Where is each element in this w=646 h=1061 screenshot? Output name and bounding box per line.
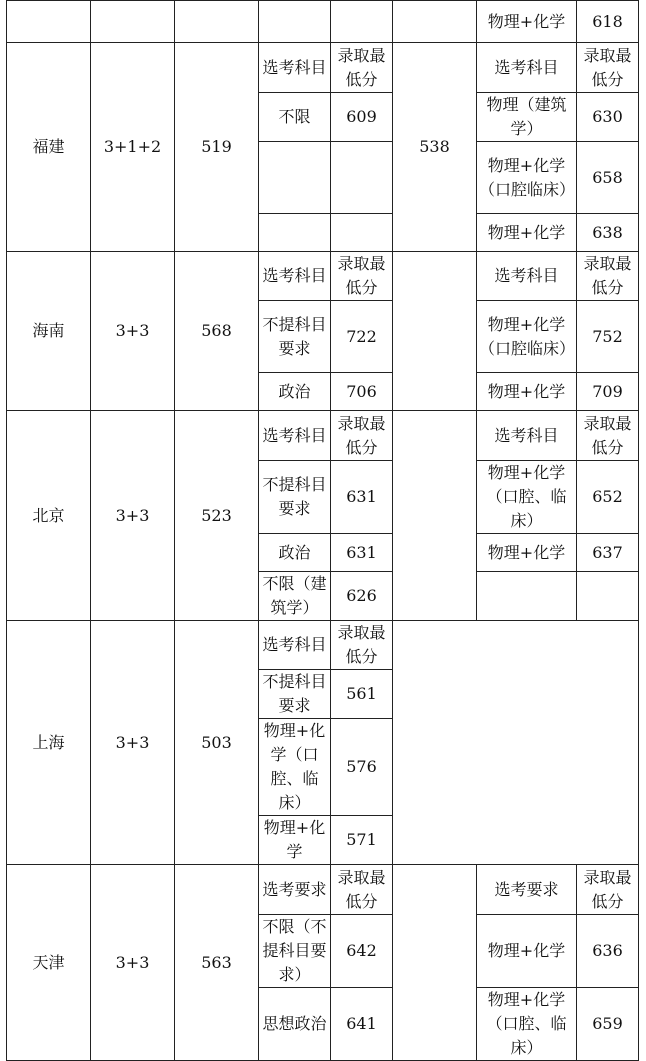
header-subject: 选考要求 xyxy=(477,865,577,915)
mode-cell: 3+3 xyxy=(91,865,175,1061)
score-cell: 576 xyxy=(331,719,393,816)
subject-cell: 物理+化学 xyxy=(259,816,331,865)
subject-cell: 不限（建筑学） xyxy=(259,572,331,621)
header-score: 录取最低分 xyxy=(577,43,639,93)
score-cell: 722 xyxy=(331,301,393,373)
header-score: 录取最低分 xyxy=(331,621,393,670)
score-cell: 618 xyxy=(577,1,639,43)
subject-cell: 物理+化学（口腔临床） xyxy=(477,301,577,373)
line-cell: 523 xyxy=(175,411,259,621)
header-subject: 选考科目 xyxy=(477,411,577,461)
score-cell: 571 xyxy=(331,816,393,865)
score-cell: 638 xyxy=(577,214,639,252)
score-cell: 626 xyxy=(331,572,393,621)
score-cell: 561 xyxy=(331,670,393,719)
line-cell: 538 xyxy=(393,43,477,252)
subject-cell: 物理+化学（口腔、临床） xyxy=(477,461,577,534)
score-cell: 637 xyxy=(577,534,639,572)
subject-cell: 不提科目要求 xyxy=(259,301,331,373)
subject-cell: 物理+化学（口腔临床） xyxy=(477,142,577,214)
score-cell: 631 xyxy=(331,461,393,534)
subject-cell: 物理+化学 xyxy=(477,373,577,411)
header-score: 录取最低分 xyxy=(331,252,393,301)
score-cell: 631 xyxy=(331,534,393,572)
subject-cell xyxy=(259,214,331,252)
header-subject: 选考科目 xyxy=(477,252,577,301)
score-cell xyxy=(331,142,393,214)
subject-cell: 物理+化学 xyxy=(477,1,577,43)
subject-cell: 不提科目要求 xyxy=(259,461,331,534)
mode-cell: 3+3 xyxy=(91,621,175,865)
province-cell: 福建 xyxy=(7,43,91,252)
table-row xyxy=(7,252,639,301)
subject-cell: 物理+化学 xyxy=(477,534,577,572)
subject-cell: 思想政治 xyxy=(259,988,331,1061)
line-cell: 563 xyxy=(175,865,259,1061)
score-cell: 706 xyxy=(331,373,393,411)
mode-cell: 3+3 xyxy=(91,411,175,621)
score-cell: 609 xyxy=(331,93,393,142)
subject-cell: 物理+化学（口腔、临床） xyxy=(259,719,331,816)
header-subject: 选考科目 xyxy=(259,411,331,461)
header-score: 录取最低分 xyxy=(331,43,393,93)
subject-cell: 不提科目要求 xyxy=(259,670,331,719)
header-subject: 选考科目 xyxy=(477,43,577,93)
province-cell: 北京 xyxy=(7,411,91,621)
score-cell: 636 xyxy=(577,915,639,988)
score-cell xyxy=(331,214,393,252)
province-cell: 天津 xyxy=(7,865,91,1061)
subject-cell: 政治 xyxy=(259,373,331,411)
mode-cell: 3+1+2 xyxy=(91,43,175,252)
subject-cell: 不限 xyxy=(259,93,331,142)
subject-cell: 物理（建筑学） xyxy=(477,93,577,142)
subject-cell: 物理+化学（口腔、临床） xyxy=(477,988,577,1061)
header-subject: 选考要求 xyxy=(259,865,331,915)
score-cell: 641 xyxy=(331,988,393,1061)
header-score: 录取最低分 xyxy=(577,252,639,301)
header-score: 录取最低分 xyxy=(577,865,639,915)
table-row xyxy=(7,43,639,93)
subject-cell: 政治 xyxy=(259,534,331,572)
score-cell: 752 xyxy=(577,301,639,373)
admission-score-table xyxy=(6,0,639,1061)
line-cell: 503 xyxy=(175,621,259,865)
header-subject: 选考科目 xyxy=(259,621,331,670)
score-cell: 658 xyxy=(577,142,639,214)
line-cell: 519 xyxy=(175,43,259,252)
score-cell: 630 xyxy=(577,93,639,142)
table-row xyxy=(7,865,639,915)
line-cell: 568 xyxy=(175,252,259,411)
subject-cell: 不限（不提科目要求） xyxy=(259,915,331,988)
score-cell: 709 xyxy=(577,373,639,411)
header-score: 录取最低分 xyxy=(577,411,639,461)
score-cell: 659 xyxy=(577,988,639,1061)
header-subject: 选考科目 xyxy=(259,43,331,93)
province-cell: 海南 xyxy=(7,252,91,411)
header-score: 录取最低分 xyxy=(331,865,393,915)
subject-cell: 物理+化学 xyxy=(477,915,577,988)
header-subject: 选考科目 xyxy=(259,252,331,301)
score-cell: 642 xyxy=(331,915,393,988)
province-cell: 上海 xyxy=(7,621,91,865)
mode-cell: 3+3 xyxy=(91,252,175,411)
table-row xyxy=(7,1,639,43)
subject-cell: 物理+化学 xyxy=(477,214,577,252)
subject-cell xyxy=(259,142,331,214)
table-row xyxy=(7,621,639,670)
header-score: 录取最低分 xyxy=(331,411,393,461)
table-row xyxy=(7,411,639,461)
score-cell: 652 xyxy=(577,461,639,534)
